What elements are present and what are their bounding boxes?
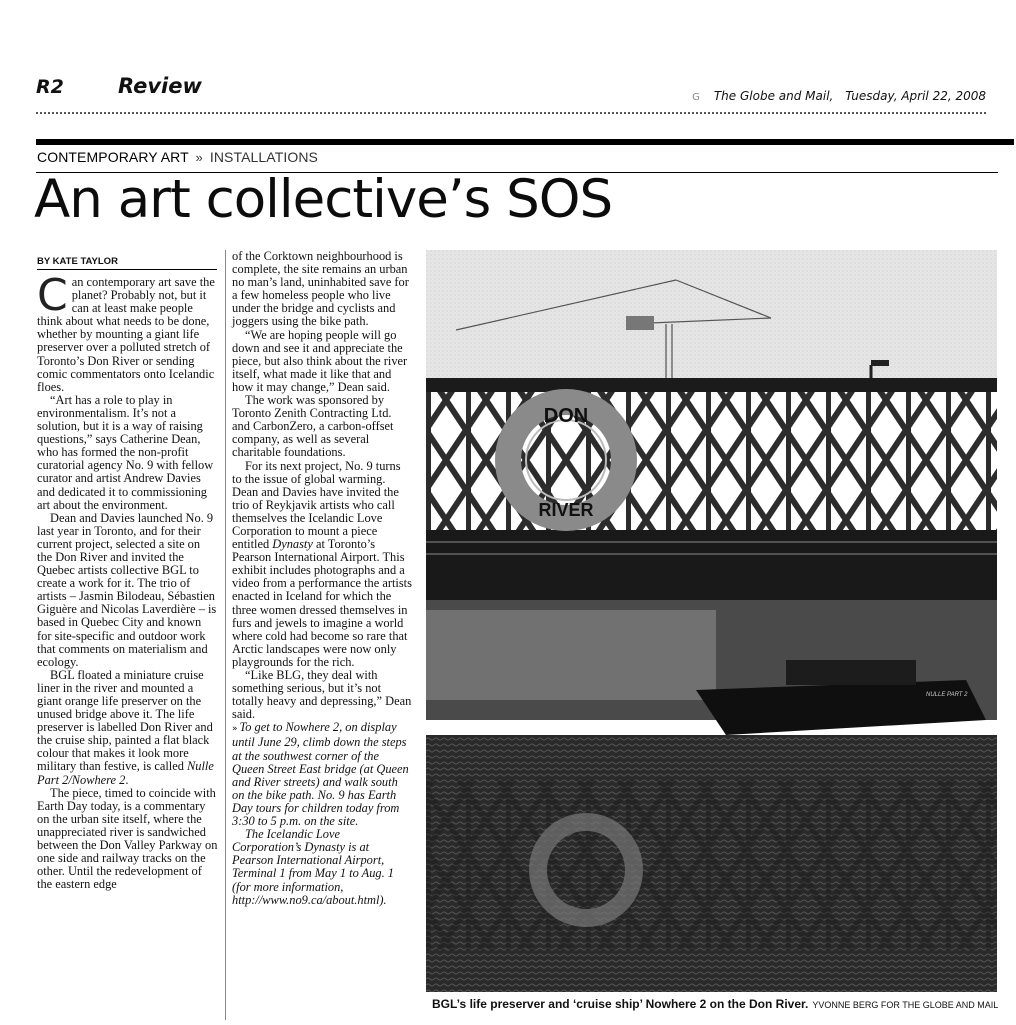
article-text: For its next project, No. 9 turns to the issue of global warming. Dean and Davies have invited the trio of Reykjavik artists who call themselves the Icelandic Love Corporation to mount a piece entitled <box>232 458 401 552</box>
lamp-head <box>871 360 889 366</box>
publication-name: The Globe and Mail, <box>713 89 834 103</box>
section-name: Review <box>118 74 202 98</box>
photo-credit: YVONNE BERG FOR THE GLOBE AND MAIL <box>812 1000 999 1010</box>
article-column-1 <box>37 270 218 892</box>
page-number: R2 <box>36 76 64 98</box>
kicker-separator: » <box>195 150 203 165</box>
note-chevron-icon: » <box>232 724 238 735</box>
crane-cab <box>626 316 654 330</box>
bridge-reflection <box>426 780 997 950</box>
headline-top-rule <box>36 139 1014 145</box>
info-note-paragraph: The Icelandic Love Corporation’s Dynasty is at Pearson International Airport, Terminal 1 from May 1 to Aug. 1 (for more information, http://www.no9.ca/about.html). <box>232 827 395 907</box>
article-paragraph: The piece, timed to coincide with Earth Day today, is a commentary on the urban site itself, where the unappreciated river is sandwiched between the Don Valley Parkway on one side and railway tracks on the other. Until the redevelopment of the eastern edge <box>37 785 218 892</box>
article-column-2 <box>232 250 412 907</box>
article-text: . <box>125 772 129 787</box>
kicker-subcategory: INSTALLATIONS <box>209 149 318 165</box>
article-text: an contemporary art save the planet? Probably not, but it can at least make people think about what needs to be done, whether by mounting a giant life preserver over a polluted stretch of Toronto’s Don River or sending comic commentators onto Icelandic floes. <box>37 275 215 394</box>
article-paragraph: Dean and Davies launched No. 9 last year in Toronto, and for their current project, selected a site on the Don River and invited the Quebec artists collective BGL to create a work for it. The trio of artists – Jasmin Bilodeau, Sébastien Giguère and Nicolas Laverdière – is based in Quebec City and known for site-specific and outdoor work that comments on materialism and ecology. <box>37 510 217 669</box>
drop-cap: C <box>37 270 68 321</box>
info-note-text: To get to Nowhere 2, on display until June 29, climb down the steps at the southwest corner of the Queen Street East bridge (at Queen and River streets) and walk south on the bike path. No. 9 has Earth Day tours for children today from 3:30 to 5 p.m. on the site. <box>232 720 409 829</box>
article-paragraph: “Like BLG, they deal with something serious, but it’s not totally heavy and depressing,” Dean said. <box>232 668 412 722</box>
artwork-title: Dynasty <box>272 537 313 552</box>
caption-text: BGL’s life preserver and ‘cruise ship’ Nowhere 2 on the Don River. <box>432 997 809 1011</box>
preserver-label-bottom: RIVER <box>538 500 594 520</box>
article-paragraph: “We are hoping people will go down and see it and appreciate the piece, but also think about the river itself, what made it like that and how it may change,” Dean said. <box>232 327 408 394</box>
publication-line <box>692 89 986 103</box>
info-note-paragraph <box>232 721 412 828</box>
header-dotted-rule <box>36 112 986 114</box>
article-paragraph <box>232 460 412 670</box>
article-paragraph: The work was sponsored by Toronto Zenith Contracting Ltd. and CarbonZero, a carbon-offset company, as well as several charitable foundations. <box>232 393 394 460</box>
article-text: BGL floated a miniature cruise liner in the river and mounted a giant orange life preserver on the unused bridge above it. The life preserver is labelled Don River and the cruise ship, painted a flat black colour that makes it look more military than festive, is called <box>37 667 213 774</box>
kicker <box>37 149 318 165</box>
ship-cabin <box>786 660 916 685</box>
bridge-deck <box>426 530 997 600</box>
article-photo <box>426 250 997 992</box>
bridge-top-chord <box>426 378 997 392</box>
artwork-title: Nulle Part 2/Nowhere 2 <box>37 759 214 787</box>
bank-foliage <box>426 610 716 700</box>
byline: BY KATE TAYLOR <box>37 256 217 270</box>
article-text: at Toronto’s Pearson International Airport. This exhibit includes photographs and a video from a performance the artists enacted in Iceland for which the three women dressed themselves in furs and jewels to imagine a world where cold had become so rare that Arctic landscapes were now only playgrounds for the rich. <box>232 537 412 669</box>
headline: An art collective’s SOS <box>34 169 613 230</box>
kicker-category: CONTEMPORARY ART <box>37 149 189 165</box>
article-paragraph <box>37 669 218 787</box>
ship-name-label: NULLE PART 2 <box>926 692 968 698</box>
preserver-label-top: DON <box>543 405 589 427</box>
column-divider <box>225 250 226 1020</box>
article-paragraph: “Art has a role to play in environmentalism. It’s not a solution, but it is a way of raising questions,” says Catherine Dean, who has formed the non-profit curatorial agency No. 9 with fellow curator and artist Andrew Davies and dedicated it to commissioning art about the environment. <box>37 392 214 512</box>
publication-date: Tuesday, April 22, 2008 <box>845 89 986 103</box>
article-paragraph: of the Corktown neighbourhood is complete, the site remains an urban no man’s land, uninhabited save for a few homeless people who live under the bridge and cyclists and joggers using the bike path. <box>232 249 409 329</box>
photo-caption <box>432 997 998 1011</box>
article-paragraph <box>37 270 218 394</box>
page-marker: G <box>692 92 700 103</box>
info-note <box>232 721 412 906</box>
